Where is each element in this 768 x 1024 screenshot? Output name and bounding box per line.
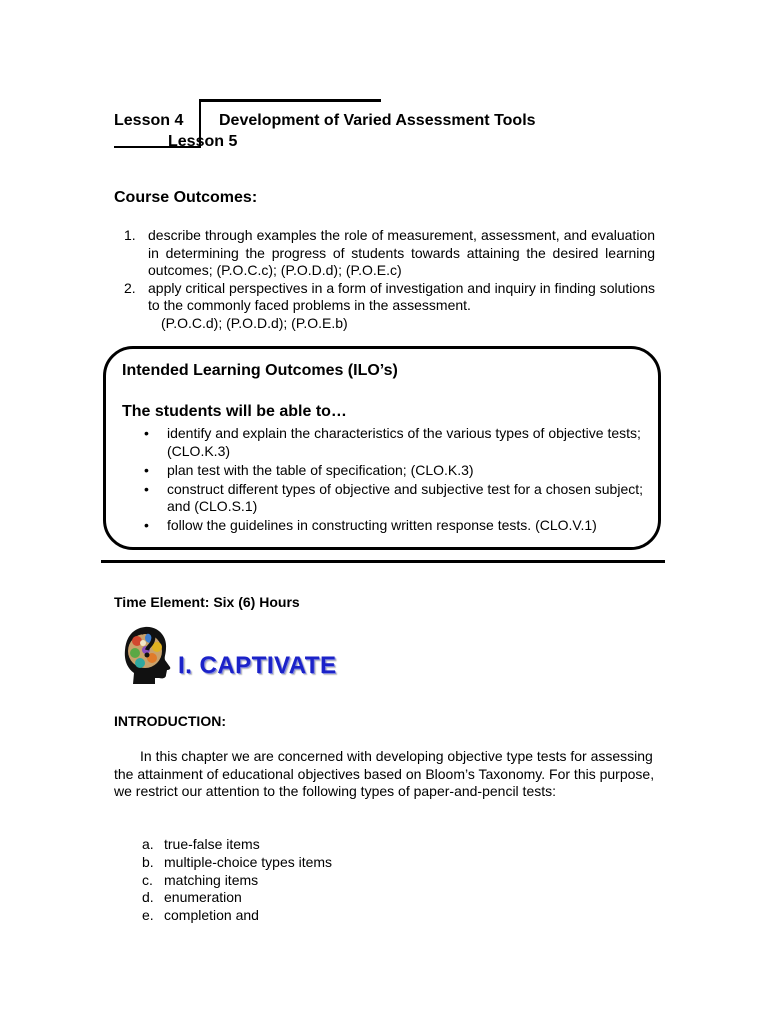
head-puzzle-icon [121, 623, 173, 685]
test-types-list [142, 836, 332, 925]
list-item-text: follow the guidelines in constructing written response tests. (CLO.V.1) [167, 517, 597, 533]
course-outcomes-heading: Course Outcomes: [114, 189, 258, 206]
list-letter: d. [142, 889, 154, 906]
list-item-text: apply critical perspectives in a form of investigation and inquiry in finding solutions to the commonly faced problems in the assessment. [148, 279, 655, 313]
course-outcomes-list [114, 227, 655, 332]
list-item [142, 872, 332, 890]
header-top-rule [199, 99, 381, 102]
introduction-heading: INTRODUCTION: [114, 713, 226, 729]
list-item-text: identify and explain the characteristics of the various types of objective tests; (CLO.K.3) [167, 425, 641, 459]
list-item [144, 481, 644, 516]
bullet-icon: • [144, 517, 149, 533]
list-number: 1. [124, 227, 136, 243]
list-letter: b. [142, 853, 154, 870]
lesson-5-label: Lesson 5 [168, 133, 238, 150]
list-number: 2. [124, 279, 136, 296]
outcome-codes: (P.O.C.d); (P.O.D.d); (P.O.E.b) [161, 314, 348, 331]
section-divider [101, 560, 665, 563]
bullet-icon: • [144, 480, 149, 497]
lesson-title: Development of Varied Assessment Tools [219, 112, 536, 129]
lesson-4-label: Lesson 4 [114, 112, 184, 129]
list-letter: e. [142, 907, 154, 924]
bullet-icon: • [144, 461, 149, 478]
list-item [142, 907, 332, 925]
list-item [144, 425, 644, 460]
list-item [144, 462, 644, 480]
time-element: Time Element: Six (6) Hours [114, 594, 300, 610]
list-item-text: describe through examples the role of measurement, assessment, and evaluation in determining the progress of students towards attaining the desired learning outcomes; (P.O.C.c); (P.O.D.d); (P.O.E.c) [148, 227, 655, 278]
list-item-text: true-false items [164, 836, 260, 852]
list-item-text: construct different types of objective and subjective test for a chosen subject; and (CLO.S.1) [167, 480, 644, 514]
list-item [142, 836, 332, 854]
list-item [114, 227, 655, 280]
ilo-heading: Intended Learning Outcomes (ILO’s) [122, 362, 398, 379]
list-item [114, 280, 655, 333]
list-item-text: multiple-choice types items [164, 853, 333, 870]
bullet-icon: • [144, 425, 149, 441]
ilo-subheading: The students will be able to… [122, 403, 347, 420]
introduction-paragraph: In this chapter we are concerned with developing objective type tests for assessing the attainment of educational objectives based on Bloom’s Taxonomy. For this purpose, we restrict our attention to the following types of paper-and-pencil tests: [114, 748, 655, 799]
list-letter: c. [142, 871, 153, 888]
list-item [142, 889, 332, 907]
list-letter: a. [142, 836, 154, 852]
list-item-text: enumeration [164, 889, 242, 906]
list-item [144, 517, 644, 535]
list-item [142, 854, 332, 872]
list-item-text: completion and [164, 907, 259, 924]
captivate-title: I. CAPTIVATE [178, 652, 337, 679]
list-item-text: plan test with the table of specification; (CLO.K.3) [167, 461, 474, 478]
ilo-list [144, 425, 644, 536]
list-item-text: matching items [164, 871, 259, 888]
